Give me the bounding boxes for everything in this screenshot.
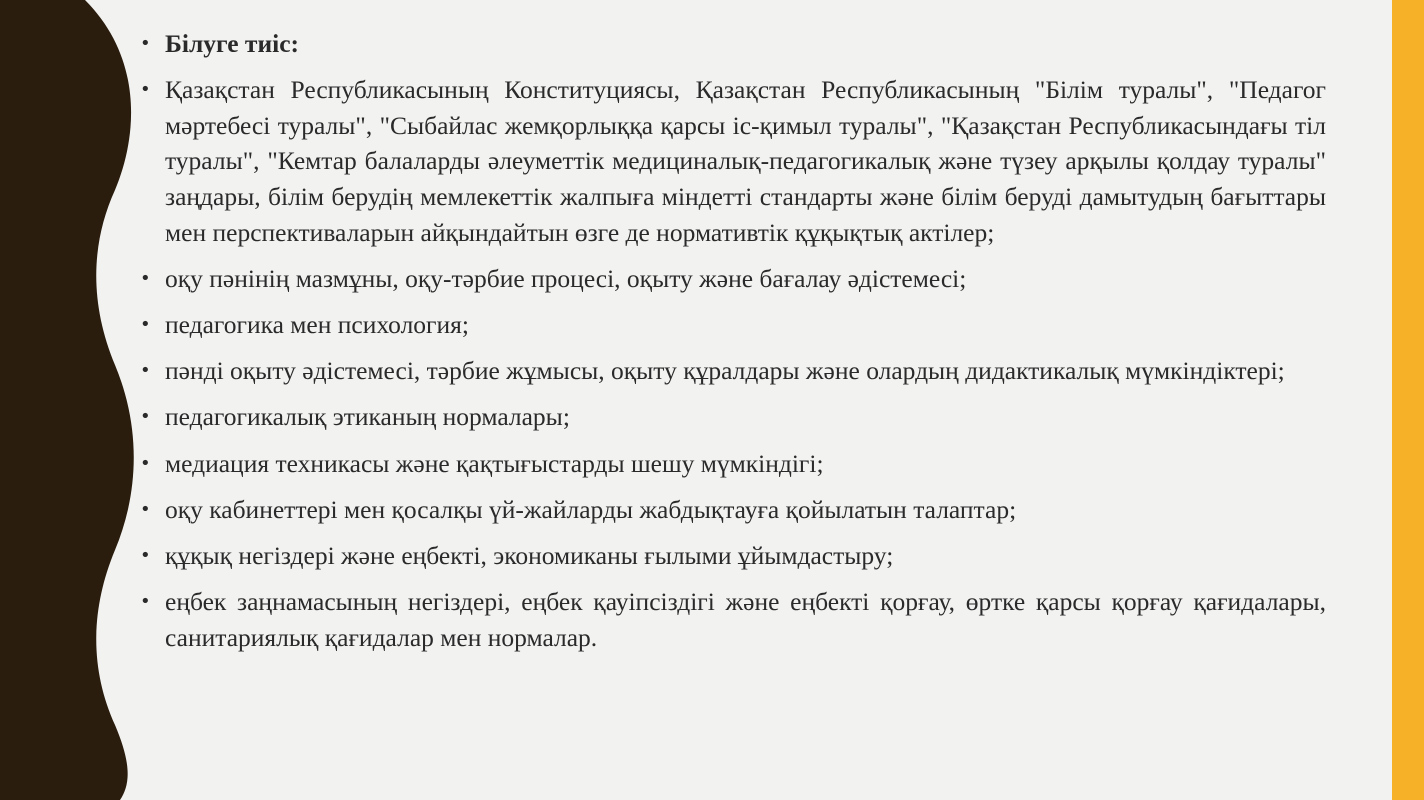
list-item-text: Қазақстан Республикасының Конституциясы, Қазақстан Республикасының "Білім туралы", "Педагог мәртебесі туралы", "Сыбайлас жемқорлыққа қарсы іс-қимыл туралы", "Қазақстан Республикасындағы тіл туралы", "Кемтар балаларды әлеуметтік медициналық-педагогикалық және түзеу арқылы қолдау туралы" заңдары, білім берудің мемлекеттік жалпыға міндетті стандарты және білім беруді дамытудың бағыттары мен перспективаларын айқындайтын өзге де нормативтік құқықтық актілер;	[165, 75, 1326, 247]
bullet-icon: •	[140, 79, 151, 101]
wavy-edge-shape	[0, 0, 134, 800]
left-wavy-band	[0, 0, 140, 800]
list-item	[140, 307, 1326, 343]
bullet-icon: •	[140, 360, 151, 382]
bullet-icon: •	[140, 498, 151, 520]
right-accent-bar	[1392, 0, 1424, 800]
bullet-icon: •	[140, 406, 151, 428]
list-item-text: педагогикалық этиканың нормалары;	[165, 402, 570, 432]
list-item-text: пәнді оқыту әдістемесі, тәрбие жұмысы, оқыту құралдары және олардың дидактикалық мүмкіндіктері;	[165, 356, 1285, 386]
list-item	[140, 26, 1326, 62]
list-item	[140, 492, 1326, 528]
list-item-text: құқық негіздері және еңбекті, экономиканы ғылыми ұйымдастыру;	[165, 540, 894, 570]
list-item-text: оқу пәнінің мазмұны, оқу-тәрбие процесі, оқыту және бағалау әдістемесі;	[165, 263, 967, 293]
list-item	[140, 353, 1326, 389]
list-item	[140, 538, 1326, 574]
slide-content	[140, 26, 1326, 666]
bullet-icon: •	[140, 452, 151, 474]
bullet-icon: •	[140, 544, 151, 566]
list-item	[140, 584, 1326, 655]
list-item-text: оқу кабинеттері мен қосалқы үй-жайларды жабдықтауға қойылатын талаптар;	[165, 494, 1017, 524]
list-item-heading: Білуге тиіс:	[165, 29, 300, 58]
list-item	[140, 261, 1326, 297]
list-item	[140, 72, 1326, 250]
bullet-icon: •	[140, 313, 151, 335]
list-item-text: педагогика мен психология;	[165, 309, 469, 339]
list-item-text: еңбек заңнамасының негіздері, еңбек қауіпсіздігі және еңбекті қорғау, өртке қарсы қорғау қағидалары, санитариялық қағидалар мен нормалар.	[165, 587, 1326, 652]
bullet-list	[140, 26, 1326, 655]
bullet-icon: •	[140, 591, 151, 613]
list-item	[140, 446, 1326, 482]
bullet-icon: •	[140, 33, 151, 54]
list-item	[140, 399, 1326, 435]
list-item-text: медиация техникасы және қақтығыстарды шешу мүмкіндігі;	[165, 448, 824, 478]
bullet-icon: •	[140, 267, 151, 289]
